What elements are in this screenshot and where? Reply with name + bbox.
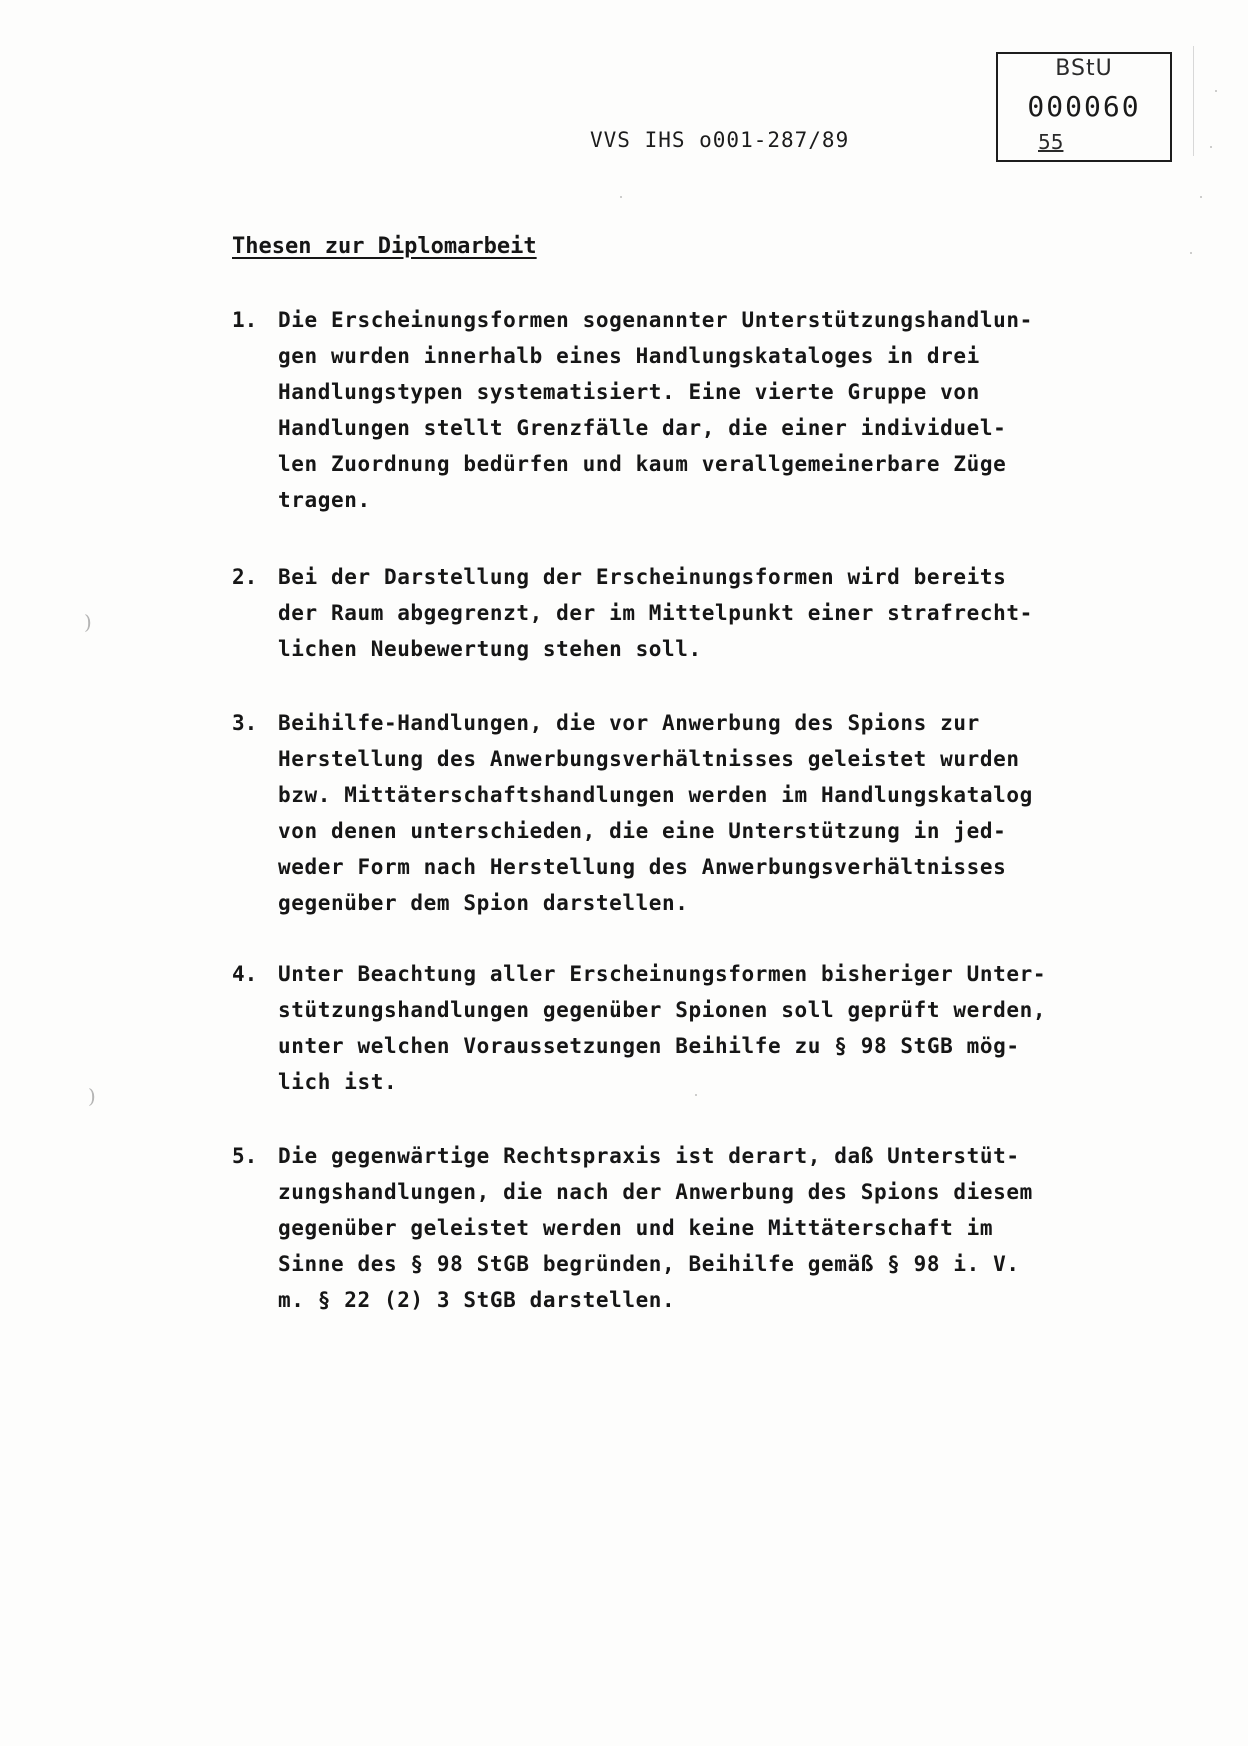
scan-speck xyxy=(1215,90,1217,92)
stamp-page-number: 55 xyxy=(1038,130,1064,154)
classification-code: VVS IHS o001-287/89 xyxy=(590,128,850,152)
thesis-number: 5. xyxy=(232,1144,258,1168)
thesis-item xyxy=(232,302,1152,518)
thesis-text-line: Bei der Darstellung der Erscheinungsformen wird bereits xyxy=(278,565,1007,589)
punch-hole-mark: ) xyxy=(84,610,92,634)
scan-speck xyxy=(620,196,622,198)
punch-hole-mark: ) xyxy=(88,1084,96,1108)
stamp-archive-label: BStU xyxy=(1055,56,1113,81)
thesis-item xyxy=(232,1138,1152,1318)
scan-edge-line xyxy=(1193,46,1194,156)
thesis-text-line: len Zuordnung bedürfen und kaum verallgemeinerbare Züge xyxy=(278,452,1007,476)
scan-speck xyxy=(695,1094,697,1096)
page-title: Thesen zur Diplomarbeit xyxy=(232,234,537,259)
thesis-item xyxy=(232,705,1152,921)
thesis-text-line: stützungshandlungen gegenüber Spionen soll geprüft werden, xyxy=(278,998,1047,1022)
thesis-text-line: gen wurden innerhalb eines Handlungskataloges in drei xyxy=(278,344,980,368)
thesis-text-line: Herstellung des Anwerbungsverhältnisses geleistet wurden xyxy=(278,747,1020,771)
thesis-text-line: Die gegenwärtige Rechtspraxis ist derart, daß Unterstüt- xyxy=(278,1144,1020,1168)
thesis-text-line: gegenüber dem Spion darstellen. xyxy=(278,891,689,915)
thesis-item xyxy=(232,559,1152,667)
archive-stamp xyxy=(996,52,1172,162)
thesis-text-line: Unter Beachtung aller Erscheinungsformen bisheriger Unter- xyxy=(278,962,1047,986)
thesis-number: 4. xyxy=(232,962,258,986)
thesis-text-line: gegenüber geleistet werden und keine Mittäterschaft im xyxy=(278,1216,994,1240)
thesis-text-line: von denen unterschieden, die eine Unterstützung in jed- xyxy=(278,819,1007,843)
thesis-text-line: tragen. xyxy=(278,488,371,512)
thesis-text-line: Handlungstypen systematisiert. Eine vierte Gruppe von xyxy=(278,380,980,404)
thesis-text-line: m. § 22 (2) 3 StGB darstellen. xyxy=(278,1288,676,1312)
thesis-text-line: Handlungen stellt Grenzfälle dar, die einer individuel- xyxy=(278,416,1007,440)
thesis-number: 2. xyxy=(232,565,258,589)
thesis-text-line: der Raum abgegrenzt, der im Mittelpunkt einer strafrecht- xyxy=(278,601,1033,625)
scan-speck xyxy=(1210,146,1212,148)
thesis-text-line: Beihilfe-Handlungen, die vor Anwerbung des Spions zur xyxy=(278,711,980,735)
thesis-number: 3. xyxy=(232,711,258,735)
thesis-text-line: Die Erscheinungsformen sogenannter Unterstützungshandlun- xyxy=(278,308,1033,332)
thesis-text-line: bzw. Mittäterschaftshandlungen werden im Handlungskatalog xyxy=(278,783,1033,807)
thesis-text-line: weder Form nach Herstellung des Anwerbungsverhältnisses xyxy=(278,855,1007,879)
thesis-text-line: zungshandlungen, die nach der Anwerbung des Spions diesem xyxy=(278,1180,1033,1204)
thesis-text-line: lich ist. xyxy=(278,1070,398,1094)
stamp-archive-number: 000060 xyxy=(1027,90,1141,123)
thesis-text-line: Sinne des § 98 StGB begründen, Beihilfe gemäß § 98 i. V. xyxy=(278,1252,1020,1276)
thesis-item xyxy=(232,956,1152,1100)
scan-speck xyxy=(1200,196,1202,198)
thesis-number: 1. xyxy=(232,308,258,332)
thesis-text-line: unter welchen Voraussetzungen Beihilfe zu § 98 StGB mög- xyxy=(278,1034,1020,1058)
thesis-text-line: lichen Neubewertung stehen soll. xyxy=(278,637,702,661)
scan-speck xyxy=(1190,252,1192,254)
